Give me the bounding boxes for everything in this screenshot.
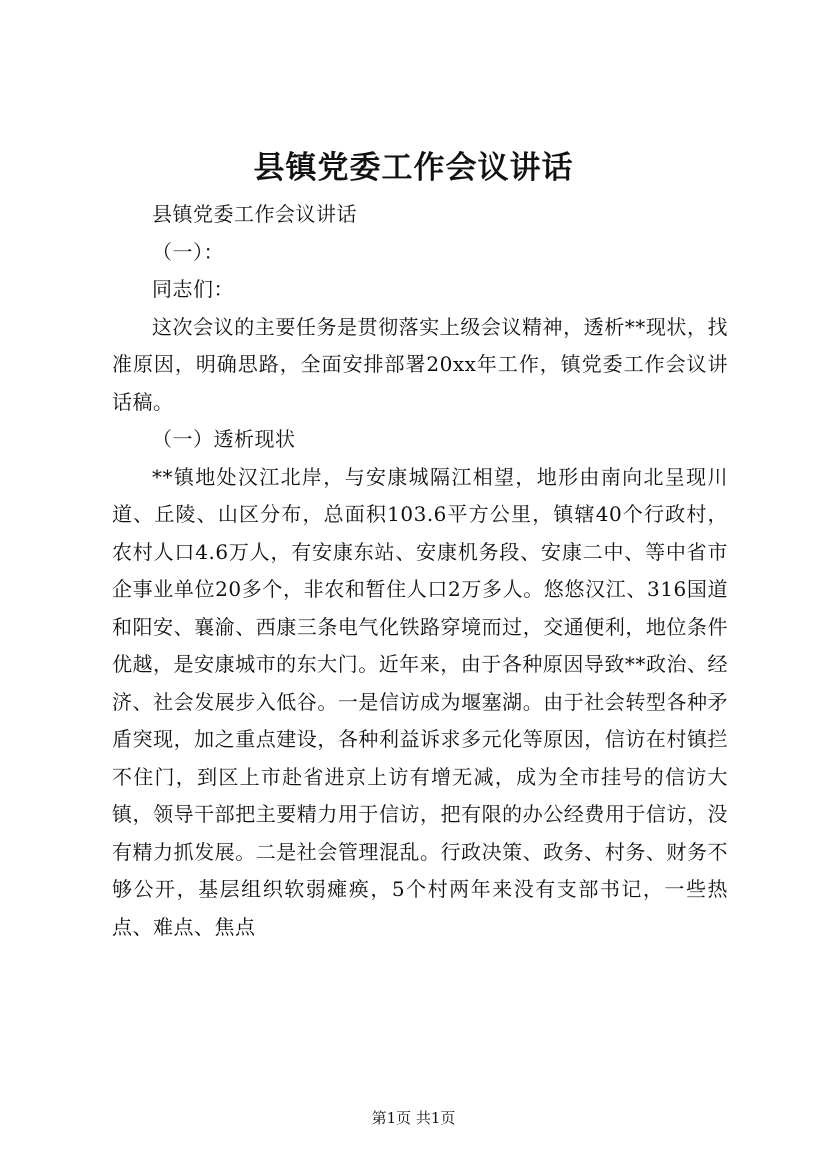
- paragraph-salutation: 同志们：: [152, 277, 234, 301]
- page-footer: 第1页 共1页: [371, 1109, 456, 1127]
- paragraph-status: **镇地处汉江北岸，与安康城隔江相望，地形由南向北呈现川道、丘陵、山区分布，总面积103.6平方公里，镇辖40个行政村，农村人口4.6万人，有安康东站、安康机务段、安康二中、等中省市企事业单位20多个，非农和暂住人口2万多人。悠悠汉江、316国道和阳安、襄渝、西康三条电气化铁路穿境而过，交通便利，地位条件优越，是安康城市的东大门。近年来，由于各种原因导致**政治、经济、社会发展步入低谷。一是信访成为堰塞湖。由于社会转型各种矛盾突现，加之重点建设，各种利益诉求多元化等原因，信访在村镇拦不住门，到区上市赴省进京上访有增无减，成为全市挂号的信访大镇，领导干部把主要精力用于信访，把有限的办公经费用于信访，没有精力抓发展。二是社会管理混乱。行政决策、政务、村务、财务不够公开，基层组织软弱瘫痪，5个村两年来没有支部书记，一些热点、难点、焦点: [112, 464, 728, 939]
- paragraph-intro: 这次会议的主要任务是贯彻落实上级会议精神，透析**现状，找准原因，明确思路，全面安排部署20xx年工作，镇党委工作会议讲话稿。: [112, 314, 728, 414]
- paragraph-subtitle: 县镇党委工作会议讲话: [152, 202, 357, 226]
- document-title: 县镇党委工作会议讲话: [253, 150, 574, 186]
- paragraph-heading: （一）透析现状: [152, 427, 296, 451]
- paragraph-section-number: （一）：: [152, 239, 224, 264]
- document-body: [112, 196, 728, 946]
